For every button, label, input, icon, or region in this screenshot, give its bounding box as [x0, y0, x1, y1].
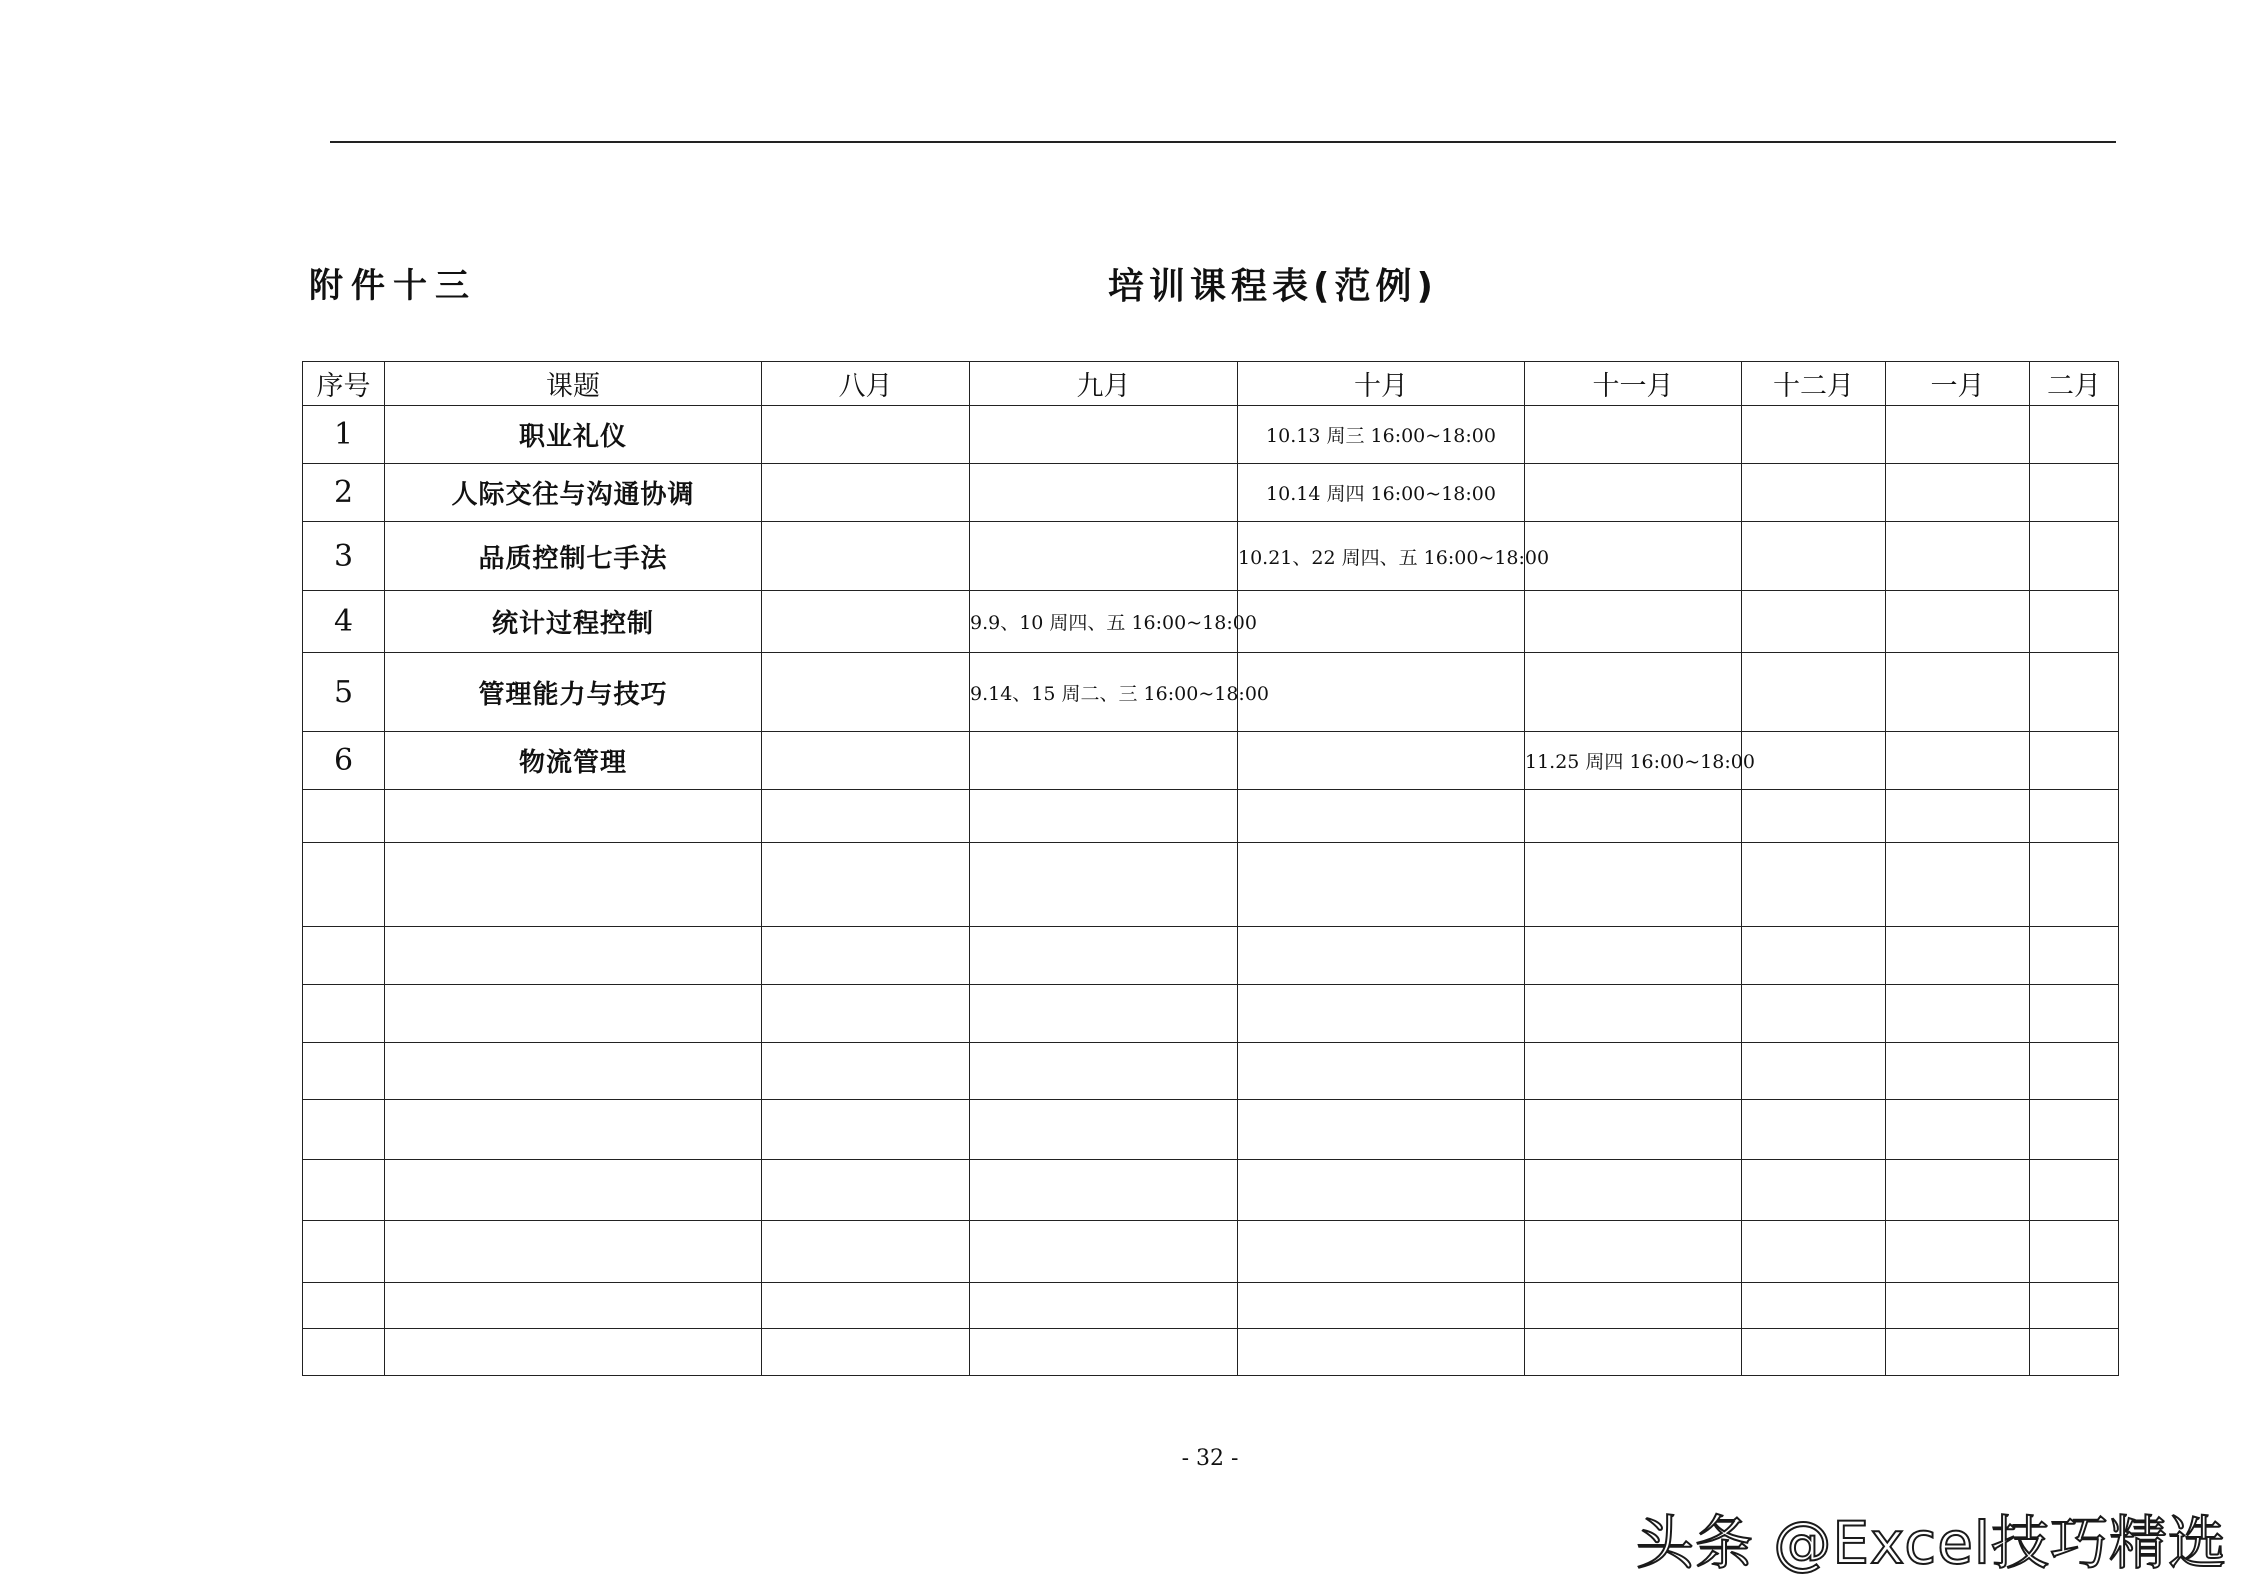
empty-cell [385, 1221, 762, 1283]
table-row [303, 522, 2119, 591]
schedule-cell [1742, 406, 1886, 464]
empty-cell [2030, 843, 2119, 927]
table-header-row [303, 362, 2119, 406]
empty-cell [385, 843, 762, 927]
empty-cell [385, 1329, 762, 1376]
schedule-cell [970, 522, 1238, 591]
empty-cell [1238, 1283, 1525, 1329]
empty-cell [303, 1283, 385, 1329]
schedule-cell: 9.14、15 周二、三 16:00~18:00 [970, 653, 1238, 732]
column-header: 十月 [1238, 362, 1525, 406]
schedule-cell [1525, 464, 1742, 522]
empty-cell [2030, 790, 2119, 843]
empty-cell [303, 1100, 385, 1160]
table-row [303, 732, 2119, 790]
empty-cell [1525, 1329, 1742, 1376]
schedule-cell: 10.21、22 周四、五 16:00~18:00 [1238, 522, 1525, 591]
schedule-cell: 9.9、10 周四、五 16:00~18:00 [970, 591, 1238, 653]
empty-cell [762, 1283, 970, 1329]
empty-cell [762, 1160, 970, 1221]
topic-cell: 管理能力与技巧 [385, 653, 762, 732]
empty-cell [303, 1043, 385, 1100]
empty-cell [1886, 1100, 2030, 1160]
schedule-cell [1525, 591, 1742, 653]
empty-cell [1238, 1160, 1525, 1221]
schedule-cell [1742, 591, 1886, 653]
empty-cell [1238, 1221, 1525, 1283]
empty-cell [1525, 843, 1742, 927]
empty-cell [970, 790, 1238, 843]
empty-cell [1525, 1043, 1742, 1100]
empty-cell [1238, 1329, 1525, 1376]
empty-cell [762, 985, 970, 1043]
table-row [303, 843, 2119, 927]
empty-cell [970, 1283, 1238, 1329]
empty-cell [1886, 1283, 2030, 1329]
empty-cell [1238, 1043, 1525, 1100]
empty-cell [1238, 843, 1525, 927]
schedule-cell [1886, 591, 2030, 653]
table-row [303, 464, 2119, 522]
empty-cell [1886, 985, 2030, 1043]
empty-cell [1742, 1160, 1886, 1221]
empty-cell [2030, 985, 2119, 1043]
schedule-cell [1238, 653, 1525, 732]
empty-cell [762, 1329, 970, 1376]
empty-cell [385, 927, 762, 985]
empty-cell [303, 1329, 385, 1376]
empty-cell [2030, 1160, 2119, 1221]
empty-cell [303, 1221, 385, 1283]
schedule-cell [1238, 591, 1525, 653]
row-number-cell: 2 [303, 464, 385, 522]
empty-cell [1886, 927, 2030, 985]
row-number-cell: 1 [303, 406, 385, 464]
empty-cell [1886, 1043, 2030, 1100]
table-row [303, 653, 2119, 732]
schedule-cell [1742, 464, 1886, 522]
topic-cell: 物流管理 [385, 732, 762, 790]
column-header: 九月 [970, 362, 1238, 406]
schedule-cell [1742, 732, 1886, 790]
schedule-cell [2030, 464, 2119, 522]
empty-cell [970, 1100, 1238, 1160]
empty-cell [2030, 1043, 2119, 1100]
empty-cell [970, 1160, 1238, 1221]
column-header: 一月 [1886, 362, 2030, 406]
empty-cell [762, 1043, 970, 1100]
empty-cell [970, 1221, 1238, 1283]
empty-cell [1886, 1160, 2030, 1221]
empty-cell [1886, 1329, 2030, 1376]
empty-cell [1238, 927, 1525, 985]
schedule-cell [1886, 464, 2030, 522]
row-number-cell: 5 [303, 653, 385, 732]
empty-cell [1742, 1100, 1886, 1160]
empty-cell [1742, 843, 1886, 927]
schedule-cell [1742, 653, 1886, 732]
empty-cell [2030, 1100, 2119, 1160]
empty-cell [1742, 1283, 1886, 1329]
empty-cell [970, 1329, 1238, 1376]
schedule-cell [970, 406, 1238, 464]
row-number-cell: 4 [303, 591, 385, 653]
schedule-cell: 10.13 周三 16:00~18:00 [1238, 406, 1525, 464]
schedule-cell [2030, 653, 2119, 732]
empty-cell [303, 985, 385, 1043]
table-row [303, 1329, 2119, 1376]
schedule-cell [970, 464, 1238, 522]
table-row [303, 406, 2119, 464]
empty-cell [303, 843, 385, 927]
attachment-label: 附件十三 [309, 266, 477, 306]
empty-cell [762, 843, 970, 927]
empty-cell [2030, 1329, 2119, 1376]
empty-cell [1525, 1160, 1742, 1221]
column-header: 十二月 [1742, 362, 1886, 406]
empty-cell [762, 790, 970, 843]
schedule-cell [1886, 522, 2030, 591]
empty-cell [1525, 985, 1742, 1043]
column-header: 八月 [762, 362, 970, 406]
training-schedule-table [302, 361, 2119, 1376]
empty-cell [970, 843, 1238, 927]
empty-cell [1525, 927, 1742, 985]
empty-cell [1886, 843, 2030, 927]
column-header: 序号 [303, 362, 385, 406]
empty-cell [1525, 1221, 1742, 1283]
empty-cell [385, 985, 762, 1043]
empty-cell [1525, 1100, 1742, 1160]
empty-cell [1238, 790, 1525, 843]
row-number-cell: 6 [303, 732, 385, 790]
schedule-cell [1525, 522, 1742, 591]
empty-cell [2030, 1283, 2119, 1329]
column-header: 十一月 [1525, 362, 1742, 406]
header-rule [330, 141, 2116, 143]
empty-cell [385, 1100, 762, 1160]
schedule-cell [2030, 591, 2119, 653]
schedule-cell: 11.25 周四 16:00~18:00 [1525, 732, 1742, 790]
empty-cell [2030, 1221, 2119, 1283]
table-row [303, 790, 2119, 843]
topic-cell: 统计过程控制 [385, 591, 762, 653]
schedule-cell [762, 591, 970, 653]
table-row [303, 1221, 2119, 1283]
table-row [303, 1160, 2119, 1221]
empty-cell [303, 790, 385, 843]
empty-cell [1742, 1221, 1886, 1283]
empty-cell [1742, 1043, 1886, 1100]
table-row [303, 591, 2119, 653]
empty-cell [762, 1221, 970, 1283]
topic-cell: 职业礼仪 [385, 406, 762, 464]
schedule-cell [762, 522, 970, 591]
table-row [303, 1100, 2119, 1160]
empty-cell [2030, 927, 2119, 985]
page-title: 培训课程表(范例) [1108, 266, 1438, 307]
empty-cell [1742, 927, 1886, 985]
empty-cell [970, 1043, 1238, 1100]
schedule-cell [2030, 522, 2119, 591]
schedule-cell [762, 406, 970, 464]
schedule-cell [2030, 732, 2119, 790]
empty-cell [1886, 1221, 2030, 1283]
table-row [303, 927, 2119, 985]
empty-cell [385, 790, 762, 843]
schedule-cell [970, 732, 1238, 790]
schedule-cell [1525, 653, 1742, 732]
topic-cell: 人际交往与沟通协调 [385, 464, 762, 522]
empty-cell [762, 1100, 970, 1160]
empty-cell [1886, 790, 2030, 843]
schedule-cell [762, 732, 970, 790]
empty-cell [1742, 790, 1886, 843]
empty-cell [762, 927, 970, 985]
empty-cell [1525, 1283, 1742, 1329]
schedule-cell [1742, 522, 1886, 591]
empty-cell [303, 1160, 385, 1221]
empty-cell [1238, 1100, 1525, 1160]
empty-cell [385, 1160, 762, 1221]
column-header: 二月 [2030, 362, 2119, 406]
empty-cell [303, 927, 385, 985]
schedule-cell [762, 464, 970, 522]
schedule-cell [762, 653, 970, 732]
empty-cell [970, 985, 1238, 1043]
table-row [303, 985, 2119, 1043]
schedule-cell: 10.14 周四 16:00~18:00 [1238, 464, 1525, 522]
table-row [303, 1283, 2119, 1329]
schedule-cell [1886, 653, 2030, 732]
empty-cell [1742, 985, 1886, 1043]
empty-cell [1238, 985, 1525, 1043]
schedule-cell [1886, 732, 2030, 790]
row-number-cell: 3 [303, 522, 385, 591]
schedule-cell [1525, 406, 1742, 464]
column-header: 课题 [385, 362, 762, 406]
schedule-cell [1238, 732, 1525, 790]
empty-cell [1525, 790, 1742, 843]
empty-cell [385, 1283, 762, 1329]
schedule-cell [2030, 406, 2119, 464]
table-row [303, 1043, 2119, 1100]
schedule-cell [1886, 406, 2030, 464]
source-watermark: 头条 @Excel技巧精选 [1635, 1509, 2227, 1577]
page-number: - 32 - [1181, 1446, 1239, 1471]
empty-cell [1742, 1329, 1886, 1376]
empty-cell [970, 927, 1238, 985]
empty-cell [385, 1043, 762, 1100]
topic-cell: 品质控制七手法 [385, 522, 762, 591]
